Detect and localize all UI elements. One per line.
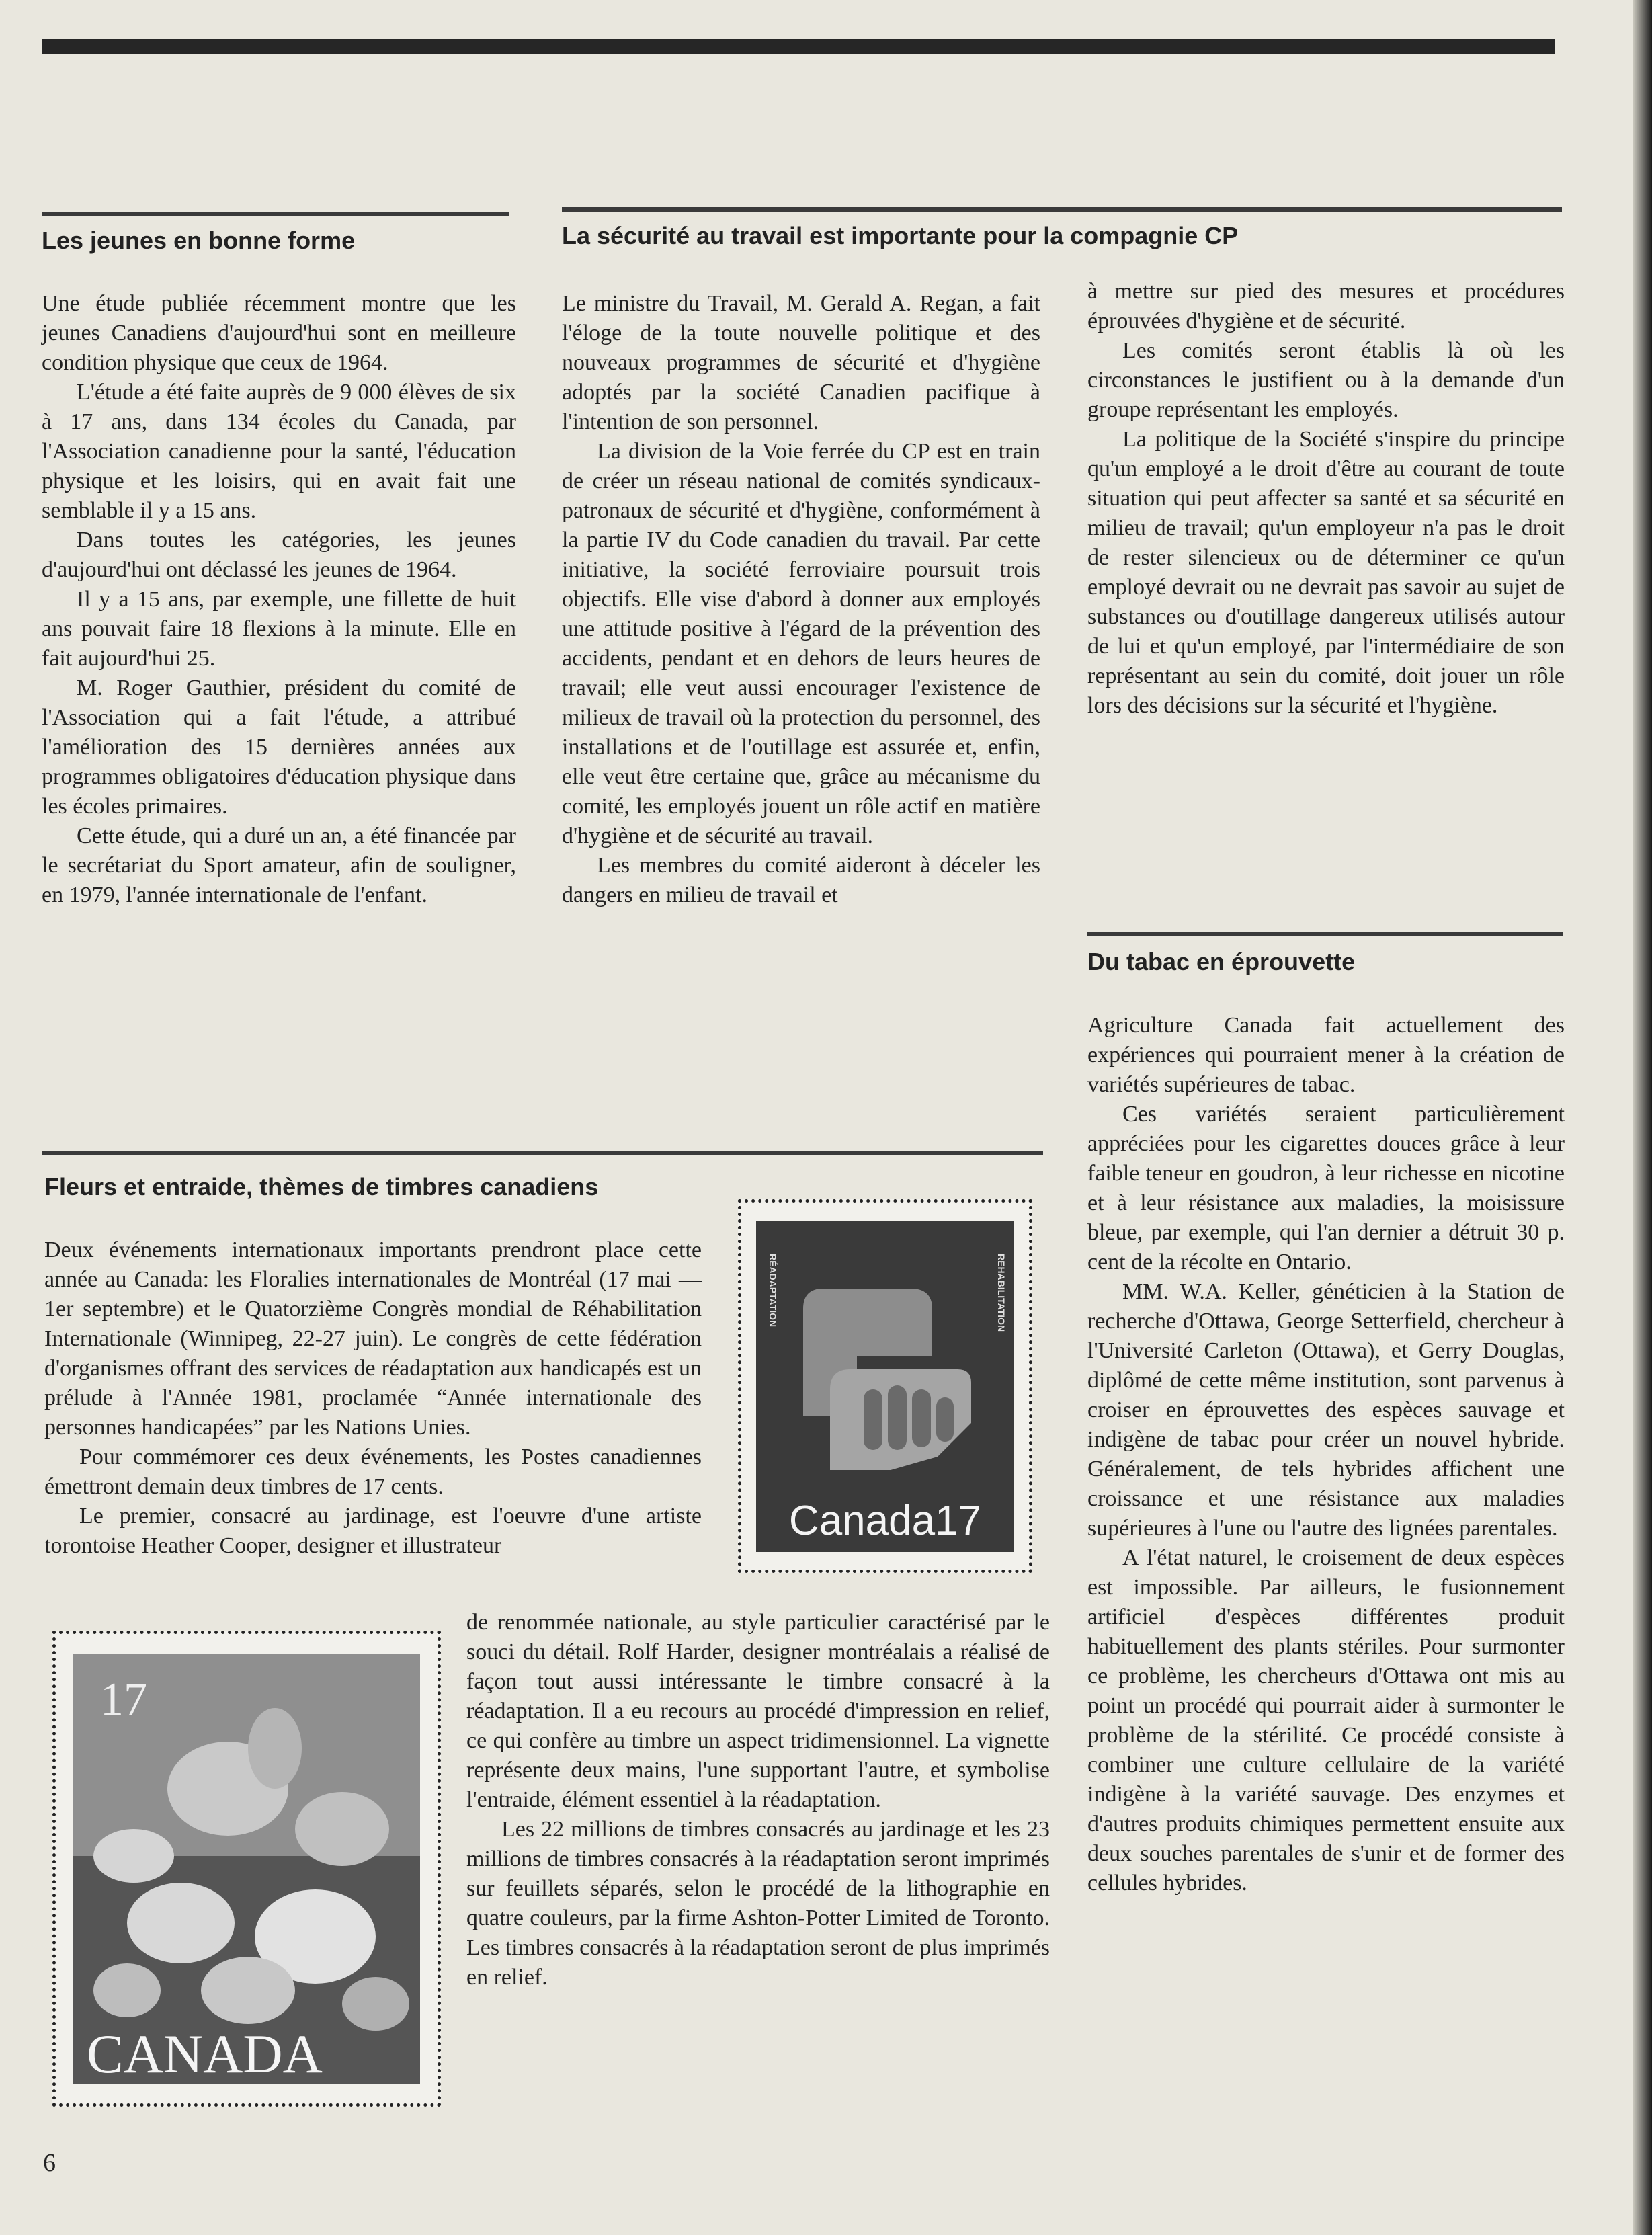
- paragraph: Le ministre du Travail, M. Gerald A. Regan, a fait l'éloge de la toute nouvelle politique et des nouveaux programmes de sécurité et d'hygiène adoptés par la société Canadien pacifique à l'intention de son personnel.: [562, 291, 1040, 434]
- paragraph: Il y a 15 ans, par exemple, une fillette de huit ans pouvait faire 18 flexions à la minute. Elle en fait aujourd'hui 25.: [42, 587, 516, 671]
- stamp-flowers-denomination: 17: [100, 1674, 147, 1725]
- article-jeunes: [42, 289, 516, 910]
- stamp-rehabilitation: [738, 1199, 1032, 1573]
- paragraph: Deux événements internationaux importants prendront place cette année au Canada: les Floralies internationales de Montréal (17 mai — 1er septembre) et le Quatorzième Congrès mondial de Réhabilitation Internationale (Winnipeg, 22-27 juin). Le congrès de cette fédération d'organismes offrant des services de réadaptation aux handicapés est un prélude à l'Année 1981, proclamée “Année internationale des personnes handicapées” par les Nations Unies.: [44, 1237, 702, 1440]
- stamp-flowers-country: CANADA: [87, 2023, 323, 2084]
- paragraph: de renommée nationale, au style particulier caractérisé par le souci du détail. Rolf Harder, designer montréalais a réalisé de façon tout aussi intéressante le timbre consacré à la réadaptation. Il a eu recours au procédé d'impression en relief, ce qui confère au timbre un aspect tridimensionnel. La vignette représente deux mains, l'une supportant l'autre, et symbolise l'entraide, élément essentiel à la réadaptation.: [466, 1610, 1050, 1812]
- heading-fleurs: Fleurs et entraide, thèmes de timbres canadiens: [44, 1173, 599, 1201]
- rule-tabac: [1087, 932, 1563, 936]
- paragraph: L'étude a été faite auprès de 9 000 élèves de six à 17 ans, dans 134 écoles du Canada, par l'Association canadienne pour la santé, l'éducation physique et les loisirs, qui en avait fait une semblable il y a 15 ans.: [42, 380, 516, 523]
- stamp-rehab-value: Canada17: [788, 1498, 982, 1544]
- page-gutter-shadow: [1633, 0, 1652, 2235]
- paragraph: Le premier, consacré au jardinage, est l'oeuvre d'une artiste torontoise Heather Cooper, designer et illustrateur: [44, 1504, 702, 1558]
- hands-icon: [756, 1221, 1014, 1552]
- rule-fleurs: [42, 1151, 1043, 1155]
- stamp-rehab-left-text: RÉADAPTATION: [768, 1254, 778, 1328]
- paragraph: Les membres du comité aideront à déceler les dangers en milieu de travail et: [562, 853, 1040, 907]
- article-fleurs-top: [44, 1235, 702, 1561]
- paragraph: La division de la Voie ferrée du CP est en train de créer un réseau national de comités syndicaux-patronaux de sécurité et d'hygiène, conformément à la partie IV du Code canadien du travail. Par cette initiative, la société ferroviaire poursuit trois objectifs. Elle vise d'abord à donner aux employés une attitude positive à l'égard de la prévention des accidents, pendant et en dehors de leurs heures de travail; elle veut aussi encourager l'existence de milieux de travail où la protection du personnel, des installations et de l'outillage est assurée et, enfin, elle veut être certaine que, grâce au mécanisme du comité, les employés jouent un rôle actif en matière d'hygiène et de sécurité au travail.: [562, 439, 1040, 848]
- stamp-rehab-right-text: REHABILITATION: [996, 1254, 1007, 1332]
- paragraph: MM. W.A. Keller, généticien à la Station de recherche d'Ottawa, George Setterfield, chercheur à l'Université Carleton (Ottawa), et Gerry Douglas, diplômé de cette même institution, sont parvenus à croiser en éprouvettes des espèces sauvage et indigène de tabac pour créer un nouvel hybride. Généralement, de tels hybrides affichent une croissance et une résistance aux maladies supérieures à l'une ou l'autre des lignées parentales.: [1087, 1279, 1565, 1541]
- flowers-icon: [73, 1654, 420, 2084]
- paragraph: La politique de la Société s'inspire du principe qu'un employé a le droit d'être au courant de toute situation qui peut affecter sa santé et sa sécurité en milieu de travail; qu'un employeur n'a pas le droit de rester silencieux ou de déterminer ce qu'un employé devrait ou ne devrait pas savoir au sujet de substances ou d'outillage dangereux utilisés autour de lui et qu'un employé, par l'intermédiaire de son représentant au sein du comité, doit jouer un rôle lors des décisions sur la sécurité et l'hygiène.: [1087, 427, 1565, 718]
- paragraph: Les 22 millions de timbres consacrés au jardinage et les 23 millions de timbres consacrés à la réadaptation seront imprimés sur feuillets séparés, selon le procédé de la lithographie en quatre couleurs, par la firme Ashton-Potter Limited de Toronto. Les timbres consacrés à la réadaptation seront de plus imprimés en relief.: [466, 1817, 1050, 1990]
- article-fleurs-bottom: [466, 1608, 1050, 1992]
- paragraph: Les comités seront établis là où les circonstances le justifient ou à la demande d'un groupe représentant les employés.: [1087, 338, 1565, 422]
- paragraph: Agriculture Canada fait actuellement des expériences qui pourraient mener à la création de variétés supérieures de tabac.: [1087, 1013, 1565, 1097]
- article-tabac: [1087, 1011, 1565, 1898]
- heading-tabac: Du tabac en éprouvette: [1087, 948, 1356, 975]
- stamp-flowers: [52, 1631, 441, 2107]
- heading-securite: La sécurité au travail est importante pour la compagnie CP: [562, 222, 1239, 249]
- paragraph: Cette étude, qui a duré un an, a été financée par le secrétariat du Sport amateur, afin de souligner, en 1979, l'année internationale de l'enfant.: [42, 823, 516, 907]
- paragraph: Pour commémorer ces deux événements, les Postes canadiennes émettront demain deux timbres de 17 cents.: [44, 1445, 702, 1499]
- stamp-rehab-vignette: [756, 1221, 1014, 1552]
- paragraph: Dans toutes les catégories, les jeunes d'aujourd'hui ont déclassé les jeunes de 1964.: [42, 528, 516, 582]
- paragraph: Ces variétés seraient particulièrement appréciées pour les cigarettes douces grâce à leur faible teneur en goudron, à leur richesse en nicotine et à leur résistance aux maladies, la moisissure bleue, par exemple, qui l'an dernier a détruit 30 p. cent de la récolte en Ontario.: [1087, 1102, 1565, 1274]
- paragraph: A l'état naturel, le croisement de deux espèces est impossible. Par ailleurs, le fusionnement artificiel d'espèces différentes produit habituellement des plants stériles. Pour surmonter ce problème, les chercheurs d'Ottawa ont mis au point un procédé qui pourrait aider à surmonter le problème de la stérilité. Ce procédé consiste à combiner une culture cellulaire de la variété indigène à la variété sauvage. Des enzymes et d'autres produits chimiques permettent ensuite aux deux souches parentales de s'unir et de former des cellules hybrides.: [1087, 1545, 1565, 1896]
- article-securite-col1: [562, 289, 1040, 910]
- paragraph: à mettre sur pied des mesures et procédures éprouvées d'hygiène et de sécurité.: [1087, 279, 1565, 333]
- rule-securite: [562, 207, 1562, 212]
- heading-jeunes: Les jeunes en bonne forme: [42, 227, 356, 254]
- page-number: 6: [43, 2149, 56, 2177]
- article-securite-col2: [1087, 277, 1565, 721]
- stamp-flowers-vignette: [73, 1654, 420, 2084]
- paragraph: Une étude publiée récemment montre que les jeunes Canadiens d'aujourd'hui sont en meilleure condition physique que ceux de 1964.: [42, 291, 516, 375]
- rule-jeunes: [42, 212, 509, 216]
- top-rule: [42, 39, 1555, 54]
- paragraph: M. Roger Gauthier, président du comité de l'Association qui a fait l'étude, a attribué l'amélioration des 15 dernières années aux programmes obligatoires d'éducation physique dans les écoles primaires.: [42, 676, 516, 819]
